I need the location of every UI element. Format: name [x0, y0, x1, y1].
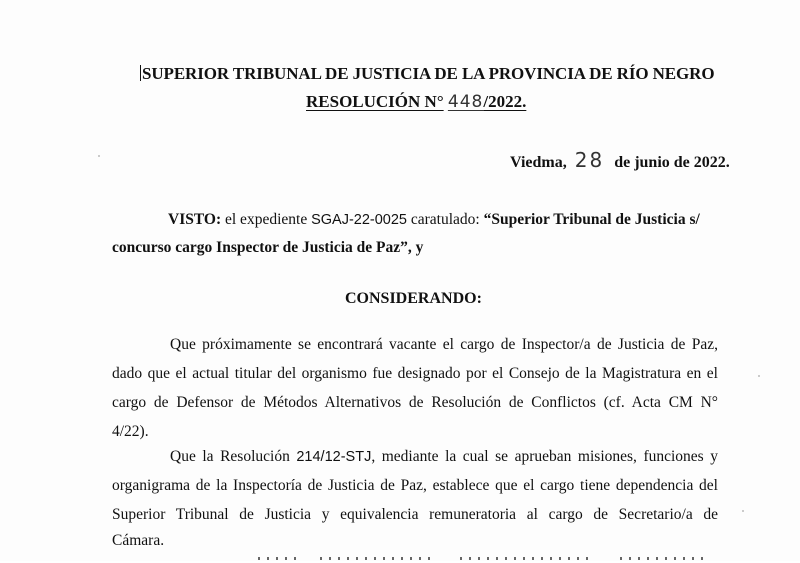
- resolution-suffix: /2022.: [483, 92, 527, 111]
- scan-speck: [758, 375, 760, 377]
- p2-line-2: organigrama de la Inspectoría de Justicia de Paz, establece que el cargo tiene dependencia del: [112, 477, 718, 494]
- p2-line1-rest: , mediante la cual se aprueban misiones, funciones y: [371, 448, 718, 465]
- p2-line-3: Superior Tribunal de Justicia y equivalencia remuneratoria al cargo de Secretario/a de: [112, 506, 718, 523]
- visto-label: VISTO:: [168, 211, 222, 228]
- scan-speck: [742, 510, 744, 512]
- visto-line-1: [168, 206, 700, 234]
- date-rest: de junio de 2022.: [614, 154, 730, 171]
- p2-line-1: [170, 442, 718, 472]
- p1-line-1: Que próximamente se encontrará vacante el cargo de Inspector/a de Justicia de Paz,: [170, 336, 718, 353]
- visto-text2: caratulado:: [407, 211, 484, 228]
- p1-line-2: dado que el actual titular del organismo fue designado por el Consejo de la Magistratura en el: [112, 365, 718, 382]
- date-city: Viedma,: [510, 154, 567, 171]
- date-handwritten-day: 28: [574, 148, 605, 172]
- p1-line-3: cargo de Defensor de Métodos Alternativos de Resolución de Conflictos (cf. Acta CM N°: [112, 394, 718, 411]
- cut-off-text-fragment: [620, 557, 710, 560]
- resolution-prefix: RESOLUCIÓN N°: [306, 92, 444, 111]
- cut-off-text-fragment: [320, 557, 430, 560]
- resolution-handwritten-number: 448: [447, 92, 484, 112]
- cut-off-text-fragment: [460, 557, 590, 560]
- considerando-heading: CONSIDERANDO:: [345, 290, 482, 307]
- p2-prefix: Que la Resolución: [170, 448, 297, 465]
- cut-off-text-fragment: [258, 557, 298, 560]
- document-date: [510, 148, 730, 172]
- scan-speck: [98, 155, 100, 157]
- p2-line-4: Cámara.: [112, 532, 165, 549]
- court-title-text: SUPERIOR TRIBUNAL DE JUSTICIA DE LA PROVINCIA DE RÍO NEGRO: [142, 64, 715, 83]
- p1-line-4: 4/22).: [112, 423, 149, 440]
- visto-text: el expediente: [221, 211, 312, 228]
- visto-caratula-2: concurso cargo Inspector de Justicia de Paz”, y: [112, 239, 424, 256]
- visto-expediente: SGAJ-22-0025: [311, 212, 407, 228]
- court-title: [140, 64, 714, 84]
- cursor-bar: [140, 65, 141, 81]
- visto-caratula-1: “Superior Tribunal de Justicia s/: [483, 211, 700, 228]
- resolution-number: [306, 92, 526, 112]
- p2-ref: 214/12-STJ: [296, 449, 372, 465]
